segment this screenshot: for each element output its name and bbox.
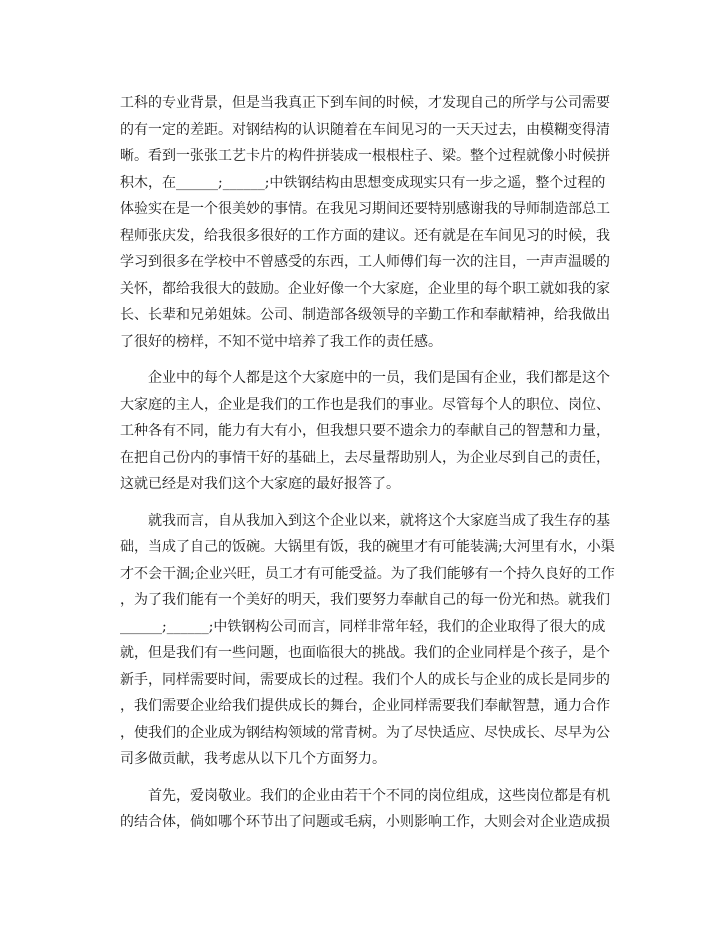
text-line: 才不会干涸;企业兴旺，员工才有可能受益。为了我们能够有一个持久良好的工作: [120, 565, 615, 582]
text-line: ，我们需要企业给我们提供成长的舞台，企业同样需要我们奉献智慧，通力合作: [120, 698, 610, 714]
text-line: 首先，爱岗敬业。我们的企业由若干个不同的岗位组成，这些岗位都是有机: [120, 787, 610, 804]
text-line: 积木，在______;______;中铁钢结构由思想变成现实只有一步之遥，整个过程的: [120, 174, 606, 191]
text-line: 关怀，都给我很大的鼓励。企业好像一个大家庭，企业里的每个职工就如我的家: [120, 280, 610, 297]
paragraph: [120, 508, 615, 773]
text-line: 的结合体，倘如哪个环节出了问题或毛病，小则影响工作，大则会对企业造成损: [120, 814, 610, 830]
text-line: 司多做贡献，我考虑从以下几个方面努力。: [120, 751, 386, 767]
document-body: [120, 90, 615, 836]
text-line: 础，当成了自己的饭碗。大锅里有饭，我的碗里才有可能装满;大河里有水，小渠: [120, 539, 615, 555]
text-line: ，使我们的企业成为钢结构领域的常青树。为了尽快适应、尽快成长、尽早为公: [120, 724, 610, 741]
text-line: 这就已经是对我们这个大家庭的最好报答了。: [120, 476, 400, 492]
text-line: 程师张庆发，给我很多很好的工作方面的建议。还有就是在车间见习的时候，我: [120, 227, 610, 244]
text-line: 企业中的每个人都是这个大家庭中的一员，我们是国有企业，我们都是这个: [120, 370, 610, 386]
paragraph: [120, 365, 610, 498]
text-line: 就我而言，自从我加入到这个企业以来，就将这个大家庭当成了我生存的基: [120, 512, 610, 529]
text-line: 大家庭的主人，企业是我们的工作也是我们的事业。尽管每个人的职位、岗位、: [120, 396, 610, 413]
paragraph: [120, 783, 610, 836]
text-line: 学习到很多在学校中不曾感受的东西，工人师傅们每一次的注目，一声声温暖的: [120, 254, 610, 270]
text-line: 了很好的榜样，不知不觉中培养了我工作的责任感。: [120, 333, 442, 350]
paragraph: [120, 90, 610, 355]
text-line: 晰。看到一张张工艺卡片的构件拼装成一根根柱子、梁。整个过程就像小时候拼: [120, 148, 610, 164]
text-line: 新手，同样需要时间，需要成长的过程。我们个人的成长与企业的成长是同步的: [120, 671, 610, 688]
text-line: ，为了我们能有一个美好的明天，我们要努力奉献自己的每一份光和热。就我们: [120, 592, 610, 608]
text-line: 体验实在是一个很美妙的事情。在我见习期间还要特别感谢我的导师制造部总工: [120, 201, 610, 217]
text-line: 长、长辈和兄弟姐妹。公司、制造部各级领导的辛勤工作和奉献精神，给我做出: [120, 307, 610, 323]
text-line: 工科的专业背景，但是当我真正下到车间的时候，才发现自己的所学与公司需要: [120, 95, 610, 111]
text-line: ______;______;中铁钢构公司而言，同样非常年轻，我们的企业取得了很大的成: [120, 618, 606, 635]
text-line: 在把自己份内的事情干好的基础上，去尽量帮助别人，为企业尽到自己的责任，: [120, 449, 610, 466]
text-line: 的有一定的差距。对钢结构的认识随着在车间见习的一天天过去，由模糊变得清: [120, 121, 610, 138]
text-line: 工种各有不同，能力有大有小，但我想只要不遗余力的奉献自己的智慧和力量，: [120, 423, 610, 439]
text-line: 就，但是我们有一些问题，也面临很大的挑战。我们的企业同样是个孩子，是个: [120, 645, 610, 661]
